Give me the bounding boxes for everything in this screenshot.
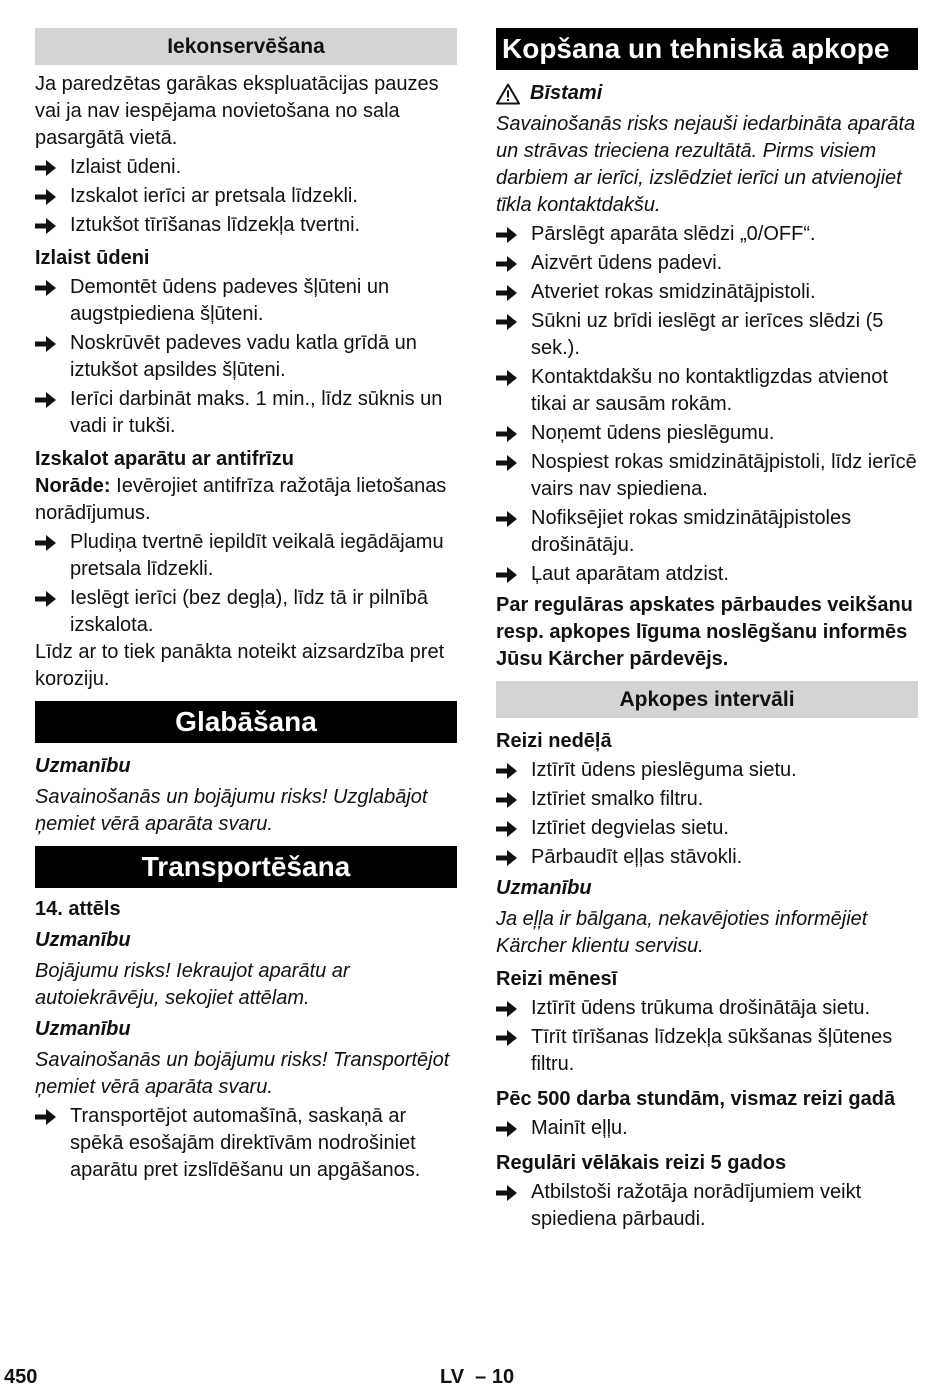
- warning-triangle-icon: [496, 83, 520, 105]
- antifreeze-outro: Līdz ar to tiek panākta noteikt aizsardzība pret koroziju.: [35, 641, 445, 690]
- list-item: [496, 1179, 918, 1233]
- contract-note: Par regulāras apskates pārbaudes veikšanu resp. apkopes līguma noslēgšanu informēs Jūsu Kärcher pārdevējs.: [496, 594, 913, 670]
- oil-caution-text: Ja eļļa ir bālgana, nekavējoties informējiet Kärcher klientu servisu.: [496, 908, 868, 957]
- arrow-right-icon: [496, 370, 518, 386]
- arrow-right-icon: [496, 426, 518, 442]
- list-item-text: Ieslēgt ierīci (bez degļa), līdz tā ir pilnībā izskalota.: [70, 587, 428, 636]
- arrow-right-icon: [496, 1030, 518, 1046]
- list-item-text: Transportējot automašīnā, saskaņā ar spēkā esošajām direktīvām nodrošiniet aparātu pret izslīdēšanu un apgāšanos.: [70, 1105, 421, 1181]
- list-item-text: Mainīt eļļu.: [531, 1117, 628, 1139]
- list-item: [35, 274, 457, 328]
- arrow-right-icon: [496, 314, 518, 330]
- list-item: [496, 279, 918, 306]
- note-text: Ievērojiet antifrīza ražotāja lietošanas norādījumus.: [35, 475, 447, 524]
- transport-steps: [35, 1103, 457, 1184]
- list-item: [496, 995, 918, 1022]
- list-item-text: Nofiksējiet rokas smidzinātājpistoles drošinātāju.: [531, 507, 852, 556]
- danger-text: Savainošanās risks nejauši iedarbināta aparāta un strāvas trieciena rezultātā. Pirms visiem darbiem ar ierīci, izslēdziet ierīci un atvienojiet tīkla kontaktdakšu.: [496, 113, 916, 216]
- storage-caution-label: Uzmanību: [35, 755, 131, 777]
- list-item-text: Pludiņa tvertnē iepildīt veikalā iegādājamu pretsala līdzekli.: [70, 531, 444, 580]
- list-item-text: Pārbaudīt eļļas stāvokli.: [531, 846, 743, 868]
- transport-caution-label-2: Uzmanību: [35, 1018, 131, 1040]
- list-item: [35, 212, 457, 239]
- arrow-right-icon: [35, 218, 57, 234]
- list-item: [35, 154, 457, 181]
- list-item: [496, 308, 918, 362]
- arrow-right-icon: [496, 1185, 518, 1201]
- left-column: [35, 28, 457, 1184]
- hours-steps: [496, 1115, 918, 1142]
- note-label: Norāde:: [35, 475, 111, 497]
- section-title-storage: Glabāšana: [35, 701, 457, 743]
- arrow-right-icon: [496, 256, 518, 272]
- list-item: [496, 815, 918, 842]
- list-item: [35, 183, 457, 210]
- arrow-right-icon: [496, 763, 518, 779]
- list-item-text: Ļaut aparātam atdzist.: [531, 563, 729, 585]
- section-title-intervals: Apkopes intervāli: [496, 681, 918, 718]
- list-item-text: Demontēt ūdens padeves šļūteni un augstpiediena šļūteni.: [70, 276, 390, 325]
- list-item-text: Iztīrīt ūdens pieslēguma sietu.: [531, 759, 797, 781]
- list-item: [496, 250, 918, 277]
- arrow-right-icon: [35, 392, 57, 408]
- list-item-text: Sūkni uz brīdi ieslēgt ar ierīces slēdzi (5 sek.).: [531, 310, 884, 359]
- preservation-steps: [35, 154, 457, 239]
- list-item-text: Izlaist ūdeni.: [70, 156, 182, 178]
- drain-water-heading: Izlaist ūdeni: [35, 247, 150, 269]
- list-item: [496, 420, 918, 447]
- weekly-heading: Reizi nedēļā: [496, 730, 612, 752]
- list-item: [496, 844, 918, 871]
- transport-caution-text-1: Bojājumu risks! Iekraujot aparātu ar autoiekrāvēju, sekojiet attēlam.: [35, 960, 350, 1009]
- hours-heading: Pēc 500 darba stundām, vismaz reizi gadā: [496, 1088, 896, 1110]
- danger-row: [496, 80, 918, 107]
- danger-label: Bīstami: [530, 82, 603, 104]
- arrow-right-icon: [496, 792, 518, 808]
- arrow-right-icon: [496, 567, 518, 583]
- arrow-right-icon: [496, 285, 518, 301]
- list-item-text: Noņemt ūdens pieslēgumu.: [531, 422, 775, 444]
- arrow-right-icon: [35, 280, 57, 296]
- list-item-text: Atveriet rokas smidzinātājpistoli.: [531, 281, 816, 303]
- section-title-maintenance: Kopšana un tehniskā apkope: [496, 28, 918, 70]
- list-item-text: Noskrūvēt padeves vadu katla grīdā un iztukšot apsildes šļūteni.: [70, 332, 417, 381]
- page-number: 450: [4, 1366, 38, 1388]
- section-title-transport: Transportēšana: [35, 846, 457, 888]
- arrow-right-icon: [35, 336, 57, 352]
- arrow-right-icon: [496, 850, 518, 866]
- oil-caution-label: Uzmanību: [496, 877, 592, 899]
- list-item: [496, 221, 918, 248]
- arrow-right-icon: [496, 821, 518, 837]
- section-title-preservation: Iekonservēšana: [35, 28, 457, 65]
- arrow-right-icon: [496, 227, 518, 243]
- transport-caution-text-2: Savainošanās un bojājumu risks! Transportējot ņemiet vērā aparāta svaru.: [35, 1049, 450, 1098]
- list-item-text: Iztīriet degvielas sietu.: [531, 817, 729, 839]
- list-item: [496, 364, 918, 418]
- right-column: [496, 28, 918, 1233]
- arrow-right-icon: [35, 535, 57, 551]
- antifreeze-note: [35, 473, 457, 527]
- weekly-steps: [496, 757, 918, 871]
- list-item-text: Tīrīt tīrīšanas līdzekļa sūkšanas šļūtenes filtru.: [531, 1026, 893, 1075]
- list-item-text: Iztīrīt ūdens trūkuma drošinātāja sietu.: [531, 997, 871, 1019]
- list-item: [35, 529, 457, 583]
- maintenance-steps: [496, 221, 918, 588]
- list-item: [496, 505, 918, 559]
- list-item-text: Nospiest rokas smidzinātājpistoli, līdz ierīcē vairs nav spiediena.: [531, 451, 917, 500]
- language-page-label: LV – 10: [440, 1366, 515, 1388]
- arrow-right-icon: [35, 1109, 57, 1125]
- list-item-text: Iztukšot tīrīšanas līdzekļa tvertni.: [70, 214, 361, 236]
- five-years-steps: [496, 1179, 918, 1233]
- list-item: [35, 330, 457, 384]
- list-item-text: Kontaktdakšu no kontaktligzdas atvienot tikai ar sausām rokām.: [531, 366, 888, 415]
- arrow-right-icon: [35, 189, 57, 205]
- preservation-intro: Ja paredzētas garākas ekspluatācijas pauzes vai ja nav iespējama novietošana no sala pasargātā vietā.: [35, 73, 439, 149]
- arrow-right-icon: [496, 1121, 518, 1137]
- arrow-right-icon: [35, 591, 57, 607]
- five-years-heading: Regulāri vēlākais reizi 5 gados: [496, 1152, 787, 1174]
- list-item-text: Pārslēgt aparāta slēdzi „0/OFF“.: [531, 223, 816, 245]
- list-item: [496, 449, 918, 503]
- monthly-steps: [496, 995, 918, 1078]
- antifreeze-steps: [35, 529, 457, 639]
- list-item: [35, 386, 457, 440]
- drain-water-steps: [35, 274, 457, 440]
- list-item-text: Ierīci darbināt maks. 1 min., līdz sūknis un vadi ir tukši.: [70, 388, 443, 437]
- transport-figure-ref: 14. attēls: [35, 898, 121, 920]
- list-item: [35, 585, 457, 639]
- monthly-heading: Reizi mēnesī: [496, 968, 618, 990]
- list-item-text: Aizvērt ūdens padevi.: [531, 252, 723, 274]
- list-item: [496, 786, 918, 813]
- list-item: [35, 1103, 457, 1184]
- list-item: [496, 1024, 918, 1078]
- list-item-text: Atbilstoši ražotāja norādījumiem veikt spiediena pārbaudi.: [531, 1181, 862, 1230]
- arrow-right-icon: [496, 1001, 518, 1017]
- list-item: [496, 757, 918, 784]
- list-item: [496, 561, 918, 588]
- list-item-text: Izskalot ierīci ar pretsala līdzekli.: [70, 185, 358, 207]
- list-item: [496, 1115, 918, 1142]
- arrow-right-icon: [496, 455, 518, 471]
- arrow-right-icon: [496, 511, 518, 527]
- arrow-right-icon: [35, 160, 57, 176]
- antifreeze-heading: Izskalot aparātu ar antifrīzu: [35, 448, 294, 470]
- transport-caution-label-1: Uzmanību: [35, 929, 131, 951]
- list-item-text: Iztīriet smalko filtru.: [531, 788, 704, 810]
- storage-caution-text: Savainošanās un bojājumu risks! Uzglabājot ņemiet vērā aparāta svaru.: [35, 786, 428, 835]
